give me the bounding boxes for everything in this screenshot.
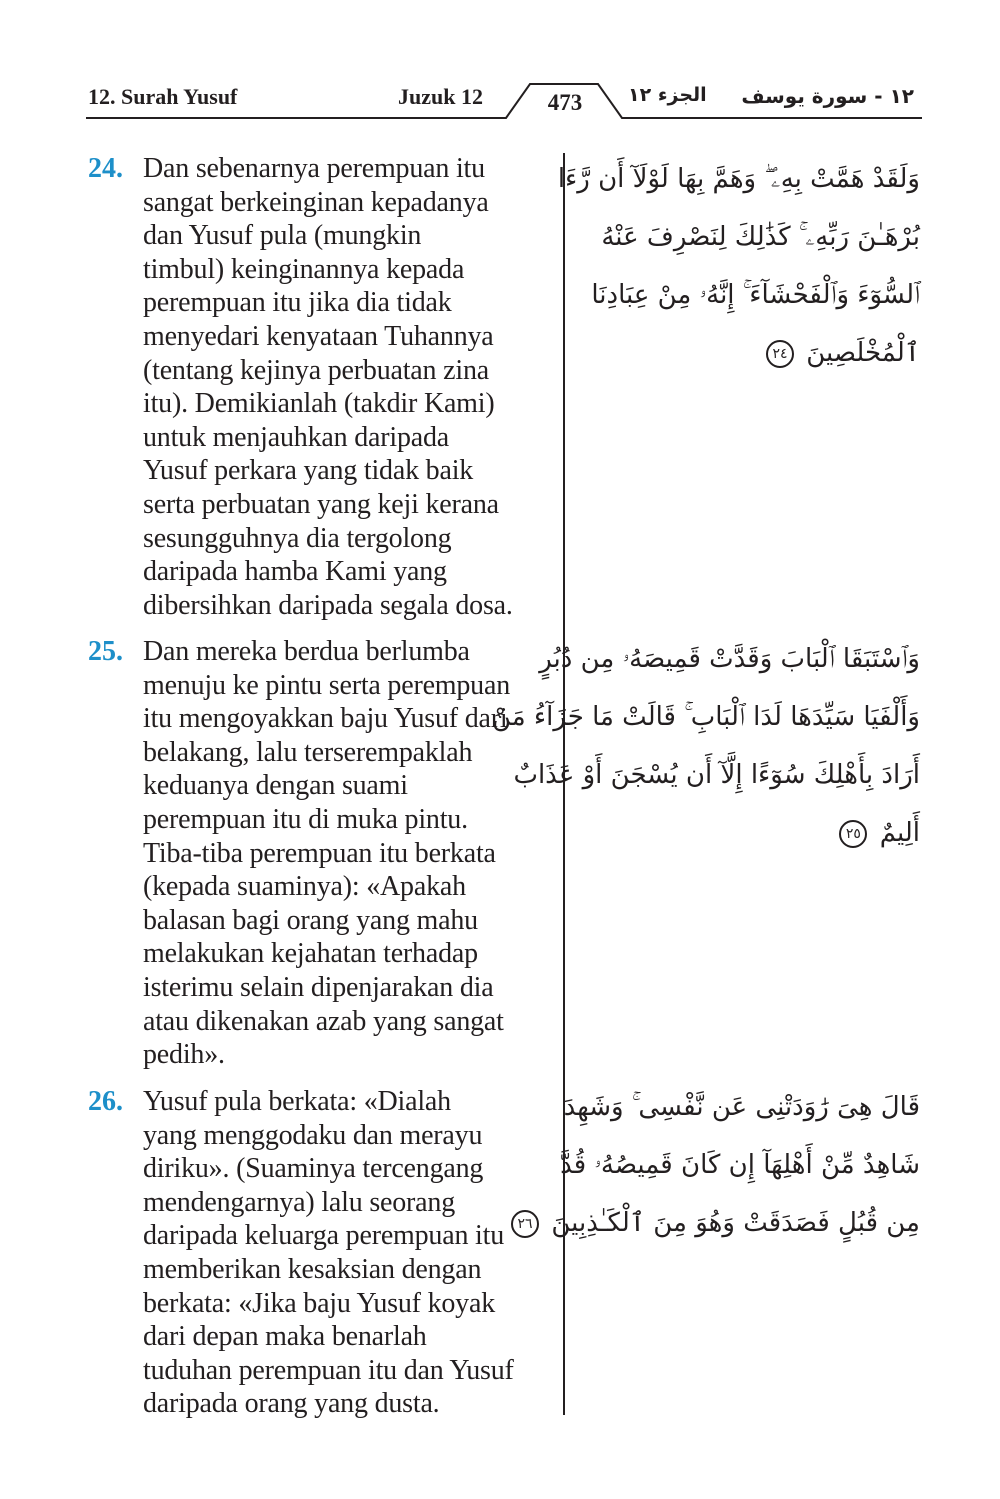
arabic-line: وَٱسْتَبَقَا ٱلْبَابَ وَقَدَّتْ قَمِيصَهُۥ مِن دُبُرٍ xyxy=(539,644,920,674)
verse-25-arabic xyxy=(491,630,920,862)
arabic-line: وَأَلْفَيَا سَيِّدَهَا لَدَا ٱلْبَابِ ۚ قَالَتْ مَا جَزَآءُ مَنْ xyxy=(491,702,920,732)
page-header xyxy=(0,0,1000,130)
arabic-line-text: ٱلْمُخْلَصِينَ xyxy=(806,338,920,368)
text-line: daripada keluarga perempuan itu xyxy=(143,1220,505,1252)
header-rule xyxy=(0,0,1000,130)
verse-26-translation xyxy=(88,1085,558,1421)
text-line: menyedari kenyataan Tuhannya xyxy=(143,320,494,352)
text-line: perempuan itu di muka pintu. xyxy=(143,803,468,835)
header-juz: Juzuk 12 xyxy=(398,84,483,109)
text-line: berkata: «Jika baju Yusuf koyak xyxy=(143,1287,496,1319)
arabic-line xyxy=(590,804,920,862)
verse-text xyxy=(143,152,558,622)
text-line: belakang, lalu terserempaklah xyxy=(143,736,473,768)
text-line: dari depan maka benarlah xyxy=(143,1321,427,1353)
text-line: mendengarnya) lalu seorang xyxy=(143,1186,456,1218)
text-line: perempuan itu jika dia tidak xyxy=(143,287,452,319)
text-line: atau dikenakan azab yang sangat xyxy=(143,1005,504,1037)
ayah-end-marker: ٢٦ xyxy=(511,1210,539,1238)
text-line: keduanya dengan suami xyxy=(143,770,408,802)
header-juz-arabic: الجزء ١٢ xyxy=(628,84,707,106)
arabic-line: أَرَادَ بِأَهْلِكَ سُوٓءًا إِلَّآ أَن يُسْجَنَ أَوْ عَذَابٌ xyxy=(513,760,920,790)
verse-number: 26. xyxy=(88,1086,123,1117)
verse-25-translation xyxy=(88,635,558,1072)
header-surah-title: 12. Surah Yusuf xyxy=(88,84,238,109)
ayah-end-marker: ٢٤ xyxy=(766,340,794,368)
text-line: Tiba-tiba perempuan itu berkata xyxy=(143,837,496,869)
text-line: itu mengoyakkan baju Yusuf dari xyxy=(143,703,508,735)
text-line: pedih». xyxy=(143,1039,225,1071)
arabic-line: شَاهِدٌ مِّنْ أَهْلِهَآ إِن كَانَ قَمِيصُهُۥ قُدَّ xyxy=(560,1150,920,1180)
text-line: balasan bagi orang yang mahu xyxy=(143,904,478,936)
text-line: itu). Demikianlah (takdir Kami) xyxy=(143,388,495,420)
text-line: sangat berkeinginan kepadanya xyxy=(143,186,489,218)
header-surah-arabic: ١٢ - سورة يوسف xyxy=(741,84,914,108)
text-line: melakukan kejahatan terhadap xyxy=(143,938,478,970)
arabic-line xyxy=(517,1194,920,1252)
arabic-line xyxy=(590,324,920,382)
text-line: (kepada suaminya): «Apakah xyxy=(143,871,466,903)
verse-number: 25. xyxy=(88,636,123,667)
ayah-end-marker: ٢٥ xyxy=(839,820,867,848)
text-line: untuk menjauhkan daripada xyxy=(143,421,450,453)
text-line: tuduhan perempuan itu dan Yusuf xyxy=(143,1354,514,1386)
verse-text xyxy=(143,1085,558,1421)
verse-number: 24. xyxy=(88,153,123,184)
text-line: daripada hamba Kami yang xyxy=(143,556,447,588)
text-line: serta perbuatan yang keji kerana xyxy=(143,488,499,520)
text-line: sesungguhnya dia tergolong xyxy=(143,522,452,554)
text-line: Yusuf perkara yang tidak baik xyxy=(143,455,474,487)
text-line: menuju ke pintu serta perempuan xyxy=(143,669,511,701)
text-line: (tentang kejinya perbuatan zina xyxy=(143,354,489,386)
text-line: daripada orang yang dusta. xyxy=(143,1388,440,1420)
text-line: Dan sebenarnya perempuan itu xyxy=(143,153,485,184)
verse-24-arabic xyxy=(557,150,920,382)
text-line: diriku». (Suaminya tercengang xyxy=(143,1153,484,1185)
text-line: dibersihkan daripada segala dosa. xyxy=(143,589,513,621)
arabic-line: وَلَقَدْ هَمَّتْ بِهِۦ ۖ وَهَمَّ بِهَا لَوْلَآ أَن رَّءَا xyxy=(557,164,920,194)
text-line: yang menggodaku dan merayu xyxy=(143,1119,483,1151)
text-line: Yusuf pula berkata: «Dialah xyxy=(143,1086,451,1117)
verse-26-arabic xyxy=(517,1078,920,1252)
text-line: memberikan kesaksian dengan xyxy=(143,1253,482,1285)
arabic-line: بُرْهَـٰنَ رَبِّهِۦ ۚ كَذَٰلِكَ لِنَصْرِفَ عَنْهُ xyxy=(601,222,920,252)
text-line: isterimu selain dipenjarakan dia xyxy=(143,971,494,1003)
verse-24-translation xyxy=(88,152,558,622)
text-line: Dan mereka berdua berlumba xyxy=(143,636,470,667)
arabic-line: ٱلسُّوٓءَ وَٱلْفَحْشَآءَ ۚ إِنَّهُۥ مِنْ عِبَادِنَا xyxy=(591,280,920,310)
arabic-line-text: مِن قُبُلٍ فَصَدَقَتْ وَهُوَ مِنَ ٱلْكَـٰذِبِينَ xyxy=(551,1208,920,1238)
arabic-line-text: أَلِيمٌ xyxy=(879,818,920,848)
arabic-line: قَالَ هِىَ رَٰوَدَتْنِى عَن نَّفْسِى ۚ وَشَهِدَ xyxy=(563,1092,920,1122)
text-line: timbul) keinginannya kepada xyxy=(143,253,465,285)
page-number: 473 xyxy=(547,90,583,115)
text-line: dan Yusuf pula (mungkin xyxy=(143,220,422,252)
